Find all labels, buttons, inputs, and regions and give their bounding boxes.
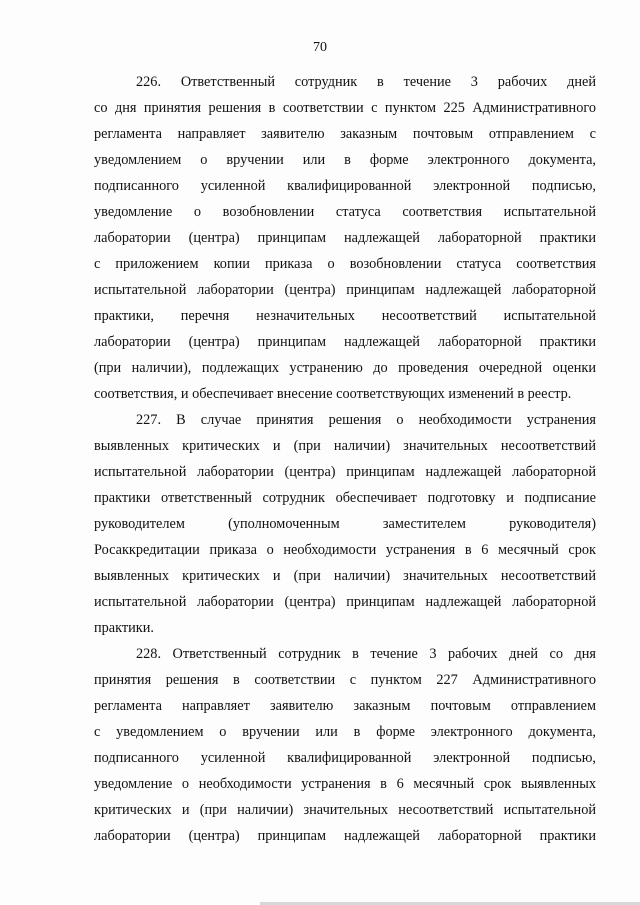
- paragraph-226-line: соответствия, и обеспечивает внесение соответствующих изменений в реестр.: [94, 386, 572, 402]
- paragraph-226-line: (при наличии), подлежащих устранению до проведения очередной оценки: [94, 360, 596, 376]
- paragraph-227-line: выявленных критических и (при наличии) значительных несоответствий: [94, 568, 596, 584]
- paragraph-228-line: 228. Ответственный сотрудник в течение 3 рабочих дней со дня: [136, 646, 596, 662]
- paragraph-227-line: испытательной лаборатории (центра) принципам надлежащей лабораторной: [94, 594, 596, 610]
- paragraph-227-line: практики.: [94, 620, 154, 636]
- paragraph-228-line: с уведомлением о вручении или в форме электронного документа,: [94, 724, 596, 740]
- paragraph-227-line: Росаккредитации приказа о необходимости устранения в 6 месячный срок: [94, 542, 596, 558]
- paragraph-228-line: принятия решения в соответствии с пунктом 227 Административного: [94, 672, 596, 688]
- paragraph-227-line: практики ответственный сотрудник обеспечивает подготовку и подписание: [94, 490, 596, 506]
- paragraph-226-line: 226. Ответственный сотрудник в течение 3 рабочих дней: [136, 74, 596, 90]
- paragraph-227-line: 227. В случае принятия решения о необходимости устранения: [136, 412, 596, 428]
- page-number: 70: [313, 40, 327, 55]
- paragraph-226-line: с приложением копии приказа о возобновлении статуса соответствия: [94, 256, 596, 272]
- paragraph-226-line: уведомление о возобновлении статуса соответствия испытательной: [94, 204, 596, 220]
- paragraph-228-line: регламента направляет заявителю заказным почтовым отправлением: [94, 698, 596, 714]
- paragraph-227-line: руководителем (уполномоченным заместителем руководителя): [94, 516, 596, 532]
- paragraph-227-line: выявленных критических и (при наличии) значительных несоответствий: [94, 438, 596, 454]
- paragraph-226-line: лаборатории (центра) принципам надлежащей лабораторной практики: [94, 230, 596, 246]
- document-body: [94, 69, 596, 849]
- paragraph-226-line: подписанного усиленной квалифицированной электронной подписью,: [94, 178, 596, 194]
- paragraph-226-line: испытательной лаборатории (центра) принципам надлежащей лабораторной: [94, 282, 596, 298]
- paragraph-227-line: испытательной лаборатории (центра) принципам надлежащей лабораторной: [94, 464, 596, 480]
- paragraph-226-line: уведомлением о вручении или в форме электронного документа,: [94, 152, 596, 168]
- paragraph-226-line: со дня принятия решения в соответствии с пунктом 225 Административного: [94, 100, 596, 116]
- paragraph-226-line: лаборатории (центра) принципам надлежащей лабораторной практики: [94, 334, 596, 350]
- paragraph-228-line: подписанного усиленной квалифицированной электронной подписью,: [94, 750, 596, 766]
- paragraph-228-line: уведомление о необходимости устранения в 6 месячный срок выявленных: [94, 776, 596, 792]
- paragraph-226-line: регламента направляет заявителю заказным почтовым отправлением с: [94, 126, 596, 142]
- paragraph-228-line: критических и (при наличии) значительных несоответствий испытательной: [94, 802, 596, 818]
- paragraph-226-line: практики, перечня незначительных несоответствий испытательной: [94, 308, 596, 324]
- paragraph-228-line: лаборатории (центра) принципам надлежащей лабораторной практики: [94, 828, 596, 844]
